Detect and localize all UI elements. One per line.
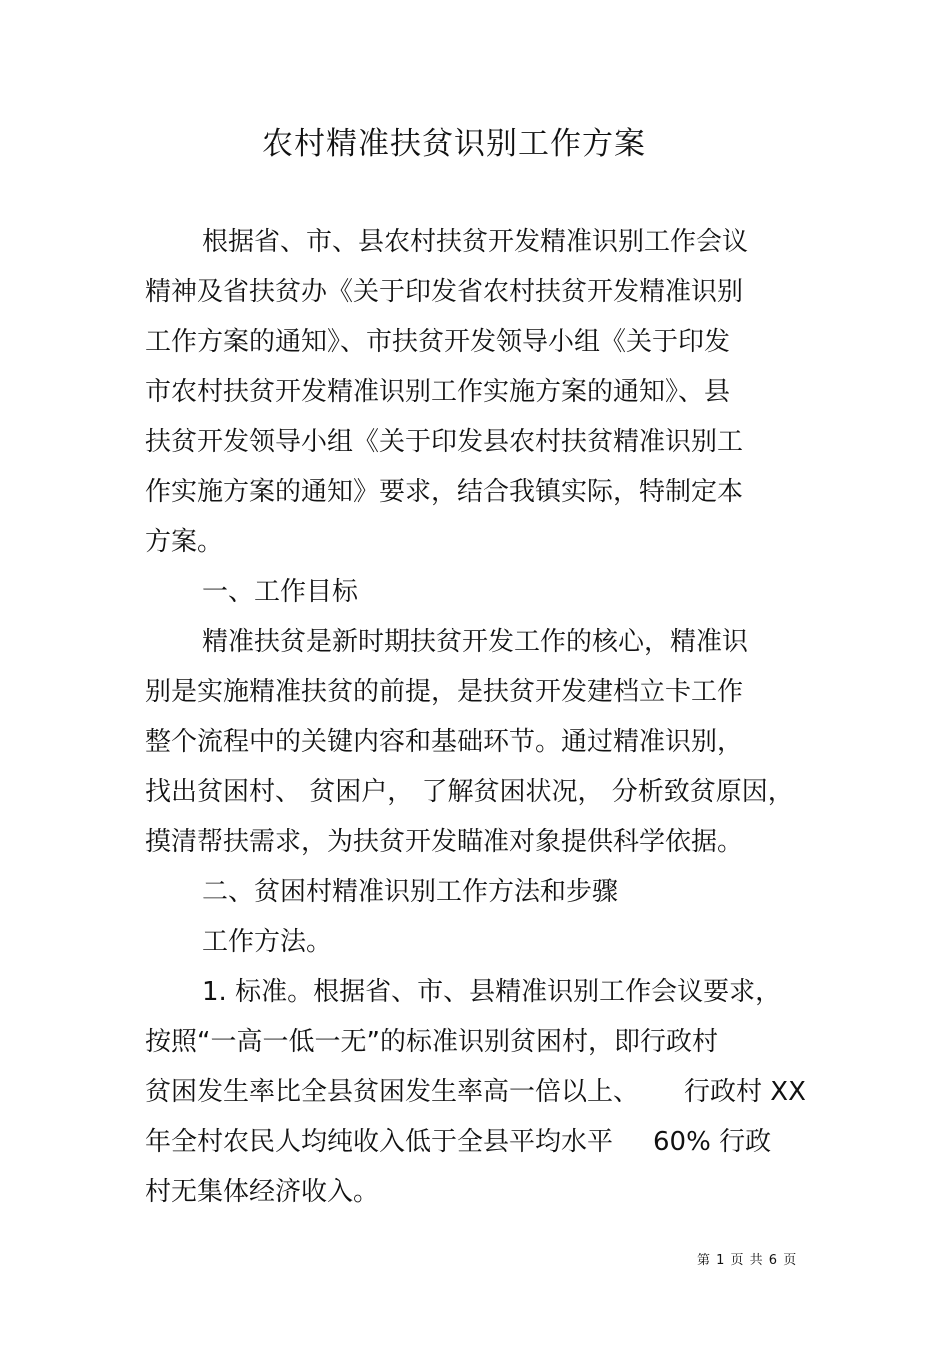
document-title: 农村精准扶贫识别工作方案 bbox=[262, 126, 646, 162]
paragraph-line: 根据省、市、县农村扶贫开发精准识别工作会议 bbox=[202, 227, 749, 257]
page-number: 第 1 页 共 6 页 bbox=[697, 1253, 798, 1268]
paragraph-line: 精神及省扶贫办《关于印发省农村扶贫开发精准识别 bbox=[145, 277, 744, 307]
section-heading: 二、贫困村精准识别工作方法和步骤 bbox=[202, 877, 619, 907]
paragraph-line-part: 60% 行政 bbox=[653, 1127, 772, 1157]
section-heading: 一、工作目标 bbox=[202, 577, 359, 607]
document-body bbox=[145, 217, 835, 1217]
paragraph-line: 1. 标准。根据省、市、县精准识别工作会议要求， bbox=[202, 977, 782, 1007]
paragraph-line: 市农村扶贫开发精准识别工作实施方案的通知》、县 bbox=[145, 377, 731, 407]
paragraph-line: 找出贫困村、 贫困户， 了解贫困状况， 分析致贫原因， bbox=[145, 777, 794, 807]
paragraph-line: 扶贫开发领导小组《关于印发县农村扶贫精准识别工 bbox=[145, 427, 744, 457]
paragraph-line: 方案。 bbox=[145, 527, 224, 557]
paragraph-line: 精准扶贫是新时期扶贫开发工作的核心，精准识 bbox=[202, 627, 749, 657]
paragraph-line: 村无集体经济收入。 bbox=[145, 1177, 380, 1207]
paragraph-line: 作实施方案的通知》要求，结合我镇实际，特制定本 bbox=[145, 477, 744, 507]
paragraph-line-part: 年全村农民人均纯收入低于全县平均水平 bbox=[145, 1127, 614, 1157]
paragraph-line bbox=[145, 1117, 835, 1167]
paragraph-line-part: 行政村 XX bbox=[684, 1077, 806, 1107]
paragraph-line: 摸清帮扶需求，为扶贫开发瞄准对象提供科学依据。 bbox=[145, 827, 744, 857]
paragraph-line bbox=[145, 1067, 835, 1117]
paragraph-line: 工作方案的通知》、市扶贫开发领导小组《关于印发 bbox=[145, 327, 731, 357]
paragraph-line: 别是实施精准扶贫的前提，是扶贫开发建档立卡工作 bbox=[145, 677, 744, 707]
subsection-heading: 工作方法。 bbox=[202, 927, 333, 957]
paragraph-line-part: 贫困发生率比全县贫困发生率高一倍以上、 bbox=[145, 1077, 640, 1107]
paragraph-line: 整个流程中的关键内容和基础环节。通过精准识别， bbox=[145, 727, 744, 757]
paragraph-line: 按照“一高一低一无”的标准识别贫困村，即行政村 bbox=[145, 1027, 718, 1057]
